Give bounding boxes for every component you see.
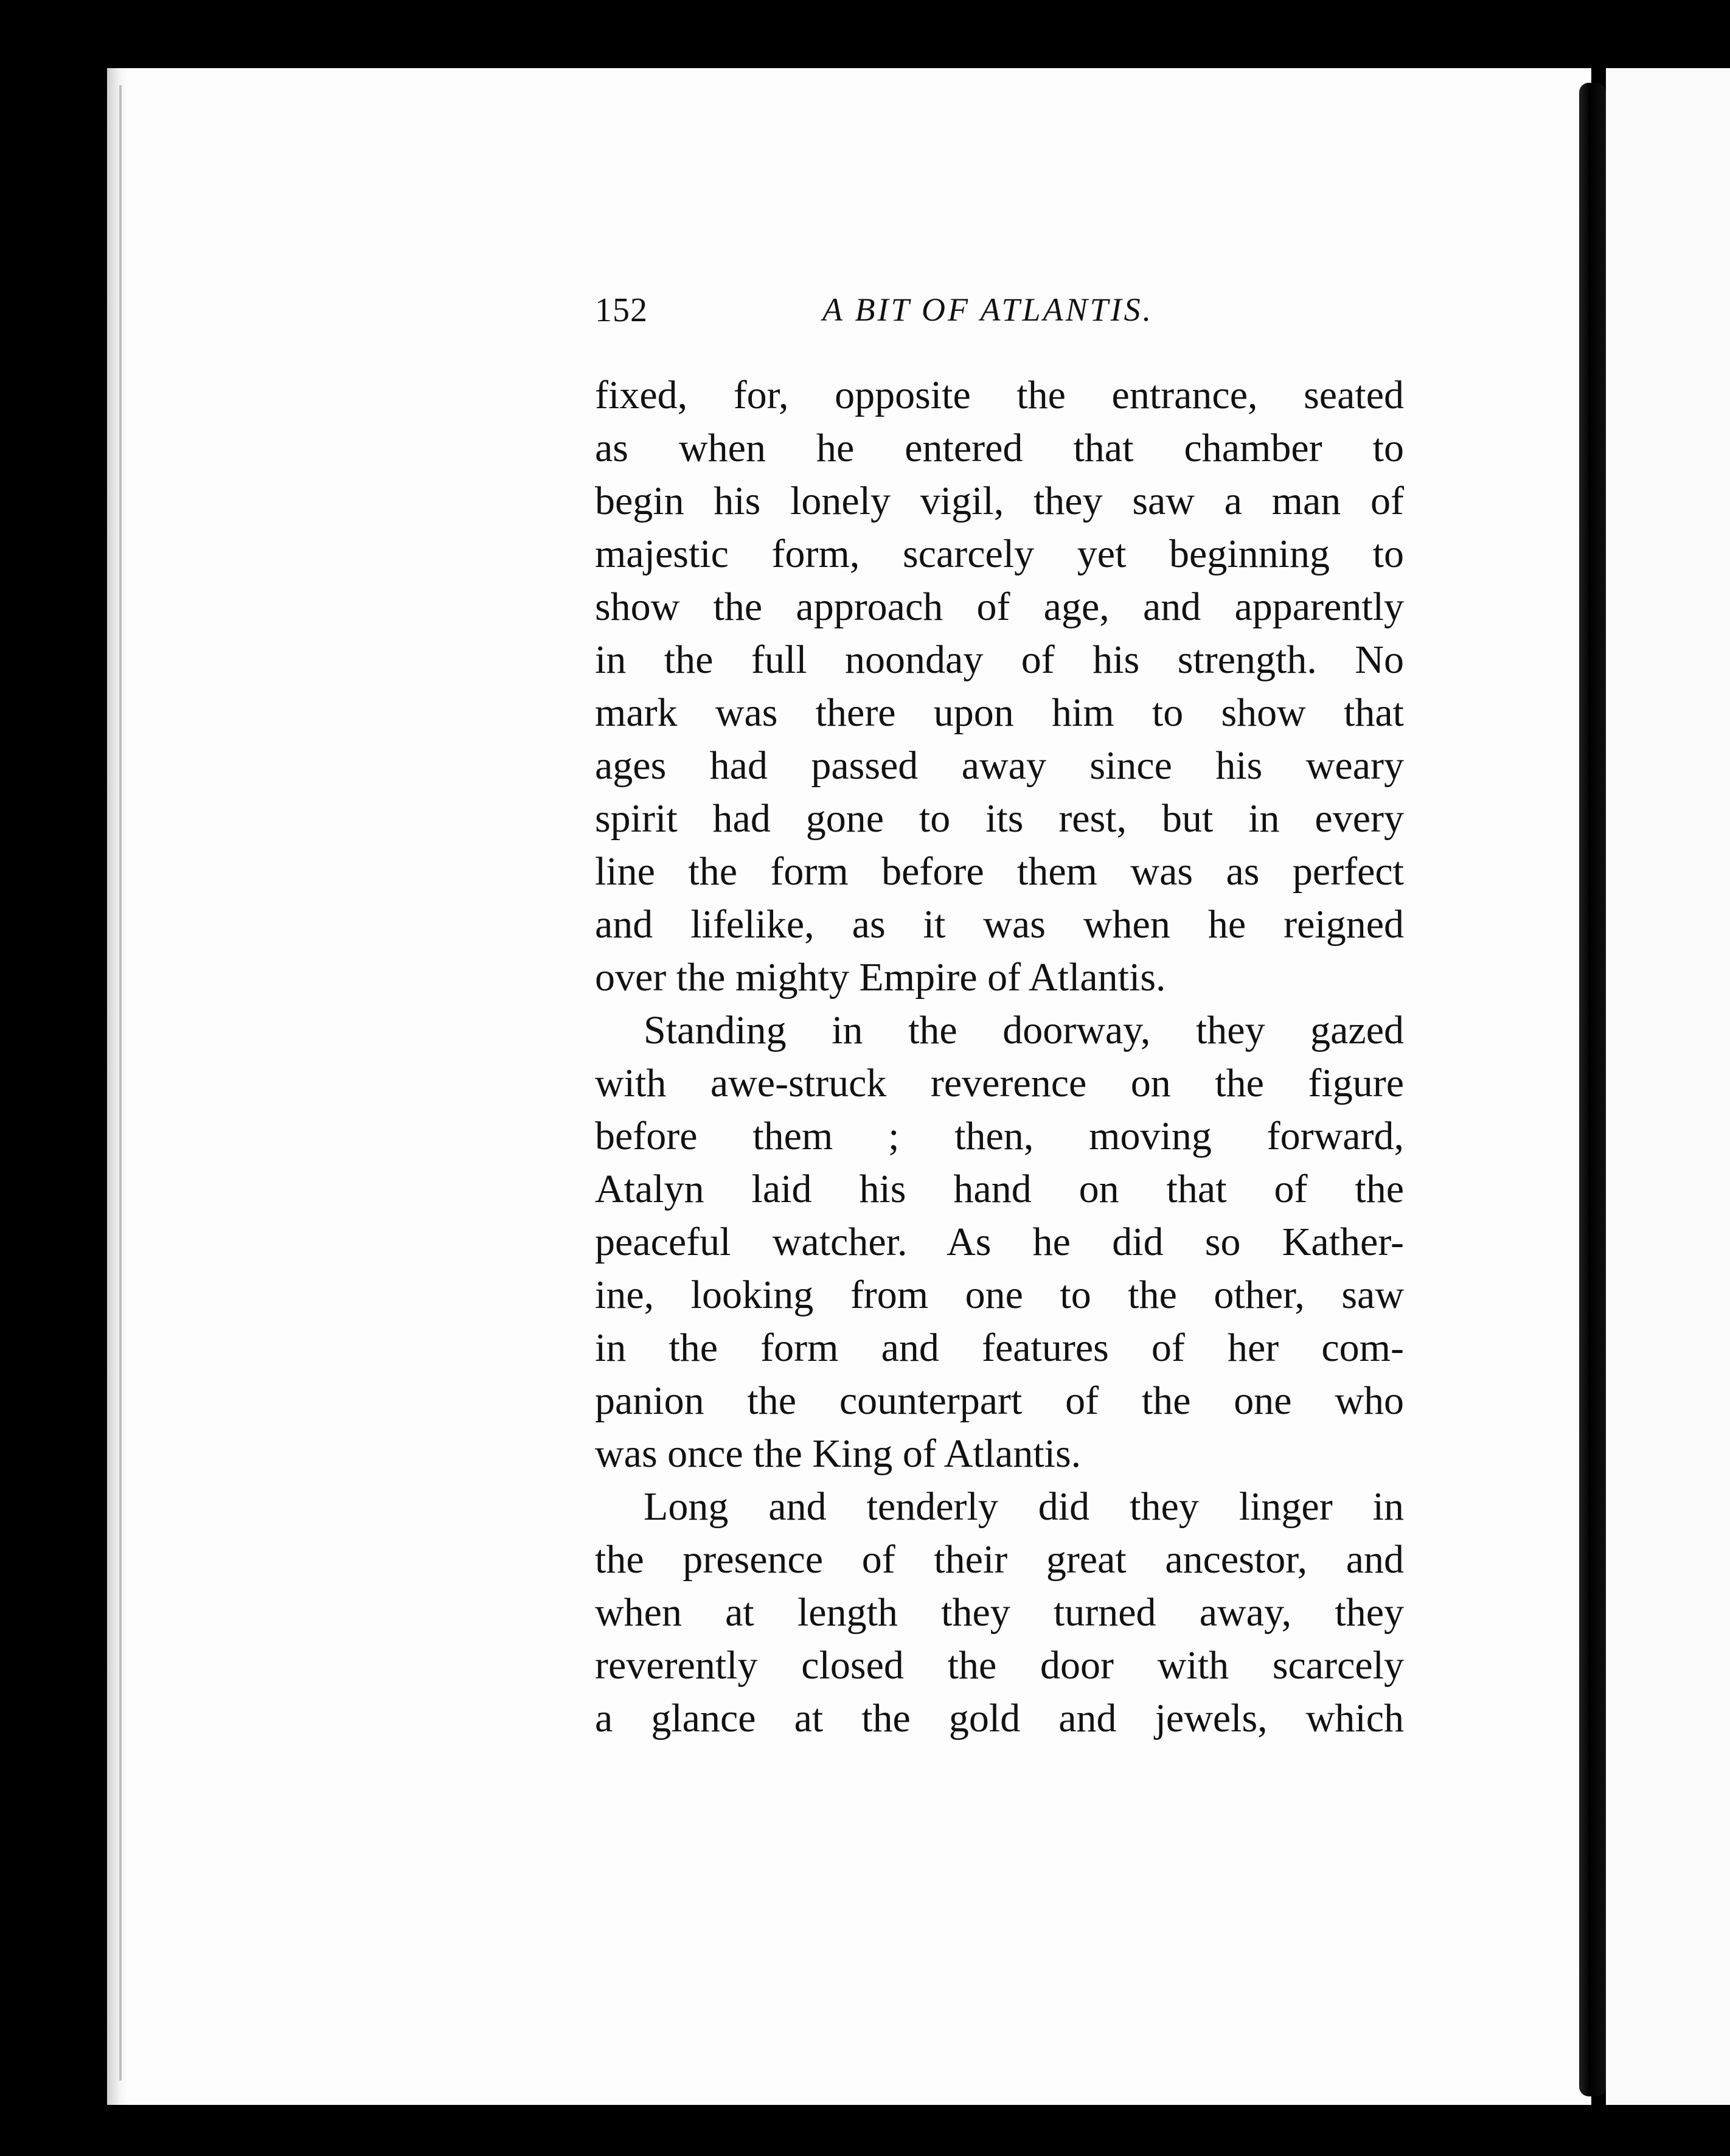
running-title: A BIT OF ATLANTIS. <box>822 291 1154 328</box>
text-line: panion the counterpart of the one who <box>595 1379 1404 1423</box>
page-number: 152 <box>595 291 648 329</box>
text-line: as when he entered that chamber to <box>595 426 1404 470</box>
text-line: in the form and features of her com- <box>595 1326 1404 1370</box>
text-line: Standing in the doorway, they gazed <box>644 1008 1404 1052</box>
text-line: Long and tenderly did they linger in <box>644 1484 1404 1529</box>
text-line: peaceful watcher. As he did so Kather- <box>595 1220 1404 1264</box>
text-line: spirit had gone to its rest, but in every <box>595 796 1404 841</box>
facing-page-edge <box>1606 68 1730 2105</box>
page-header <box>595 291 1185 346</box>
page-edge-line <box>119 85 122 2081</box>
text-line: mark was there upon him to show that <box>595 690 1404 735</box>
text-line: and lifelike, as it was when he reigned <box>595 902 1404 947</box>
text-line: show the approach of age, and apparently <box>595 585 1404 629</box>
text-line: ages had passed away since his weary <box>595 743 1404 788</box>
text-line: Atalyn laid his hand on that of the <box>595 1167 1404 1211</box>
body-text <box>595 369 1404 1745</box>
text-line: was once the King of Atlantis. <box>595 1431 1082 1476</box>
text-line: over the mighty Empire of Atlantis. <box>595 955 1166 1000</box>
text-line: reverently closed the door with scarcely <box>595 1643 1404 1688</box>
text-line: line the form before them was as perfect <box>595 849 1404 894</box>
text-line: ine, looking from one to the other, saw <box>595 1273 1404 1317</box>
book-spine <box>1579 83 1606 2096</box>
text-line: with awe-struck reverence on the figure <box>595 1061 1404 1105</box>
text-line: majestic form, scarcely yet beginning to <box>595 532 1404 576</box>
text-line: begin his lonely vigil, they saw a man of <box>595 479 1404 523</box>
text-line: a glance at the gold and jewels, which <box>595 1696 1404 1740</box>
text-line: the presence of their great ancestor, and <box>595 1537 1404 1582</box>
text-line: fixed, for, opposite the entrance, seated <box>595 373 1404 417</box>
text-line: when at length they turned away, they <box>595 1590 1404 1635</box>
text-line: before them ; then, moving forward, <box>595 1114 1404 1158</box>
page-gutter-shadow <box>107 68 128 2105</box>
text-line: in the full noonday of his strength. No <box>595 638 1404 682</box>
